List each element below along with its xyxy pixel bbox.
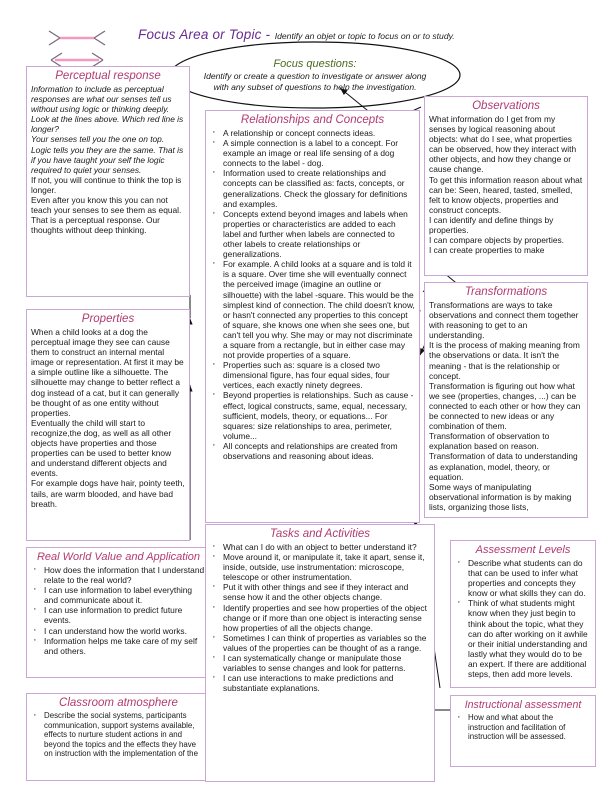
paragraph: It is the process of making meaning from the observations or data. It isn't the meaning - that is the relationship or concept. [429,340,580,381]
list-item: · Think of what students might know when they just begin to think about the topic, what they can do after working on it awhile or their initial understanding and lastly what they would do to be an expert. If there are additional steps, then add more levels. [455,598,591,679]
paragraph: Your senses tell you the one on top. [31,134,165,145]
paragraph: What information do I get from my senses by logical reasoning about objects: what do I see, what properties can be observed, how they interact with other objects, and how they change or cause change. [429,114,577,175]
box-transformations [424,282,588,518]
list-item: · Sometimes I can think of properties as variables so the values of the properties can be thought of as a range. [210,633,430,653]
instructional-assessment-list [455,713,591,742]
list-item: · Identify properties and see how properties of the object change or if more than one object is interacting sense how properties of all the objects change. [210,603,430,633]
paragraph: Transformation of observation to explanation based on reason. [429,431,550,452]
muller-lyer-icon [49,31,105,67]
list-item: · Information helps me take care of my self and others. [31,636,206,656]
paragraph: I can identify and define things by properties. [429,214,554,236]
relationships-list [210,128,415,461]
list-item: · I can use information to label everything and communicate about it. [31,585,206,605]
box-observations [424,96,588,276]
list-item: · For example. A child looks at a square and is told it is a square. Over time she will eventually connect the perceived image (imagine an outline or silhouette) with the label -square. This would be the simplest kind of connection. The child doesn't know, or hasn't connected any properties to this concept of square, she knows one when she sees one, but can't tell you why. She may or may not discriminate a square from a rectangle, but in either case may not provide properties of a square. [210,259,415,360]
box-tasks-activities [205,524,435,782]
real-world-list [31,565,206,656]
relationships-title: Relationships and Concepts [240,114,385,126]
list-item: · Put it with other things and see if they interact and sense how it and the other objects change. [210,582,430,602]
list-item: · Information used to create relationships and concepts can be classified as: facts, concepts, or generalizations. Check the glossary for definitions and examples. [210,168,415,208]
paragraph: Transformation is figuring out how what we see (properties, changes, ...) can be connected to each other or how they can be connected to new ideas or any combination of them. [429,380,581,432]
focus-questions-body: Identify or create a question to investigate or answer along with any subset of questions to help the investigation. [203,71,427,92]
list-item: · How and what about the instruction and facilitation of instruction will be assessed. [455,713,591,742]
box-real-world-value [26,547,211,678]
list-item: · Describe what students can do that can be used to infer what properties and concepts they know or what skills they can do. [455,558,591,598]
observations-title: Observations [472,100,540,112]
list-item: · All concepts and relationships are created from observations and reasoning about ideas. [210,441,415,461]
paragraph: I can create properties to make [429,245,545,256]
observations-body [429,114,583,255]
header-main-title: Focus Area or Topic - [138,27,271,42]
paragraph: Even after you know this you can not teach your senses to see them as equal. That is a perceptual response. Our thoughts without deep thinking. [31,195,182,236]
paragraph: Transformation of data to understanding as explanation, model, theory, or equation. [429,451,578,482]
list-item: · I can use information to predict future events. [31,605,206,625]
paragraph: Some ways of manipulating observational information is by making lists, organizing those lists, [429,481,572,512]
real-world-title: Real World Value and Application [36,551,201,563]
header-subtitle: Identify an objet or topic to focus on or to study. [274,31,455,41]
box-properties [26,309,190,541]
classroom-atmosphere-list [31,711,206,759]
perceptual-response-title: Perceptual response [55,70,161,82]
tasks-activities-list [210,542,430,693]
paragraph: For example dogs have hair, pointy teeth, tails, are warm blooded, and have bad breath. [31,478,185,509]
paragraph: If not, you will continue to think the top is longer. [31,174,182,195]
list-item: · A relationship or concept connects ideas. [210,128,415,138]
assessment-levels-list [455,558,591,679]
box-assessment-levels [450,540,596,688]
classroom-atmosphere-title: Classroom atmosphere [59,697,178,709]
list-item: · A simple connection is a label to a concept. For example an image or real life sensing of a dog connects to the label - dog. [210,138,415,168]
focus-questions [170,42,460,108]
list-item: · I can systematically change or manipulate those variables to sense changes and look for patterns. [210,653,430,673]
focus-questions-title: Focus questions: [273,58,357,71]
perceptual-response-body [31,84,185,235]
list-item: · Properties such as: square is a closed two dimensional figure, has four equal sides, four vertices, each exactly ninety degrees. [210,360,415,390]
properties-title: Properties [81,313,135,325]
list-item: · I can use interactions to make predictions and substantiate explanations. [210,673,430,693]
paragraph: To get this information reason about what can be: Seen, heared, tasted, smelled, felt to know objects, properties and construct concepts. [429,174,583,215]
paragraph: Look at the lines above. Which red line is longer? [31,114,184,135]
paragraph: Logic tells you they are the same. That is if you have taught your self the logic required to quiet your senses. [31,144,184,175]
instructional-assessment-title: Instructional assessment [464,699,582,711]
list-item: · What can I do with an object to better understand it? [210,542,430,552]
transformations-title: Transformations [464,286,548,298]
list-item: · Beyond properties is relationships. Such as cause - effect, logical constructs, same, equal, necessary, sufficient, models, theory, or equations... For squares: size relationships to area, perimeter, volume... [210,390,415,440]
paragraph: Eventually the child will start to recognize,the dog, as well as all other objects have properties and those properties can be used to better know and understand different objects and events. [31,417,172,479]
box-relationships-concepts [205,110,420,523]
list-item: · Move around it, or manipulate it, take it apart, sense it, inside, outside, use instrumentation: microscope, telescope or other instrumentation. [210,552,430,582]
properties-body [31,327,185,509]
box-instructional-assessment [450,695,596,767]
paragraph: Information to include as perceptual responses are what our senses tell us without using logic or thinking deeply. [31,84,172,115]
list-item: · I can understand how the world works. [31,626,206,636]
transformations-body [429,300,583,512]
paragraph: When a child looks at a dog the perceptual image they see can cause them to construct an internal mental image or representation. At first it may be a simple outline like a silhouette. The silhouette may change to better reflect a dog instead of a cat, but it can generally be thought of as one entity without properties. [31,327,184,418]
tasks-activities-title: Tasks and Activities [269,528,371,540]
list-item: · How does the information that I understand relate to the real world? [31,565,206,585]
list-item: · Describe the social systems, participants communication, support systems available, effects to nurture student actions in and beyond the topics and the effects they have on instruction with the implementation of the [31,711,206,759]
box-perceptual-response [26,66,190,297]
paragraph: I can compare objects by properties. [429,235,564,246]
box-classroom-atmosphere [26,693,211,781]
assessment-levels-title: Assessment Levels [475,544,571,556]
list-item: · Concepts extend beyond images and labels when properties or characteristics are added to each label and further when labels are connected to other labels to create relationships or generalizations. [210,209,415,259]
paragraph: Transformations are ways to take observations and connect them together with reasoning to get to an understanding. [429,300,579,341]
